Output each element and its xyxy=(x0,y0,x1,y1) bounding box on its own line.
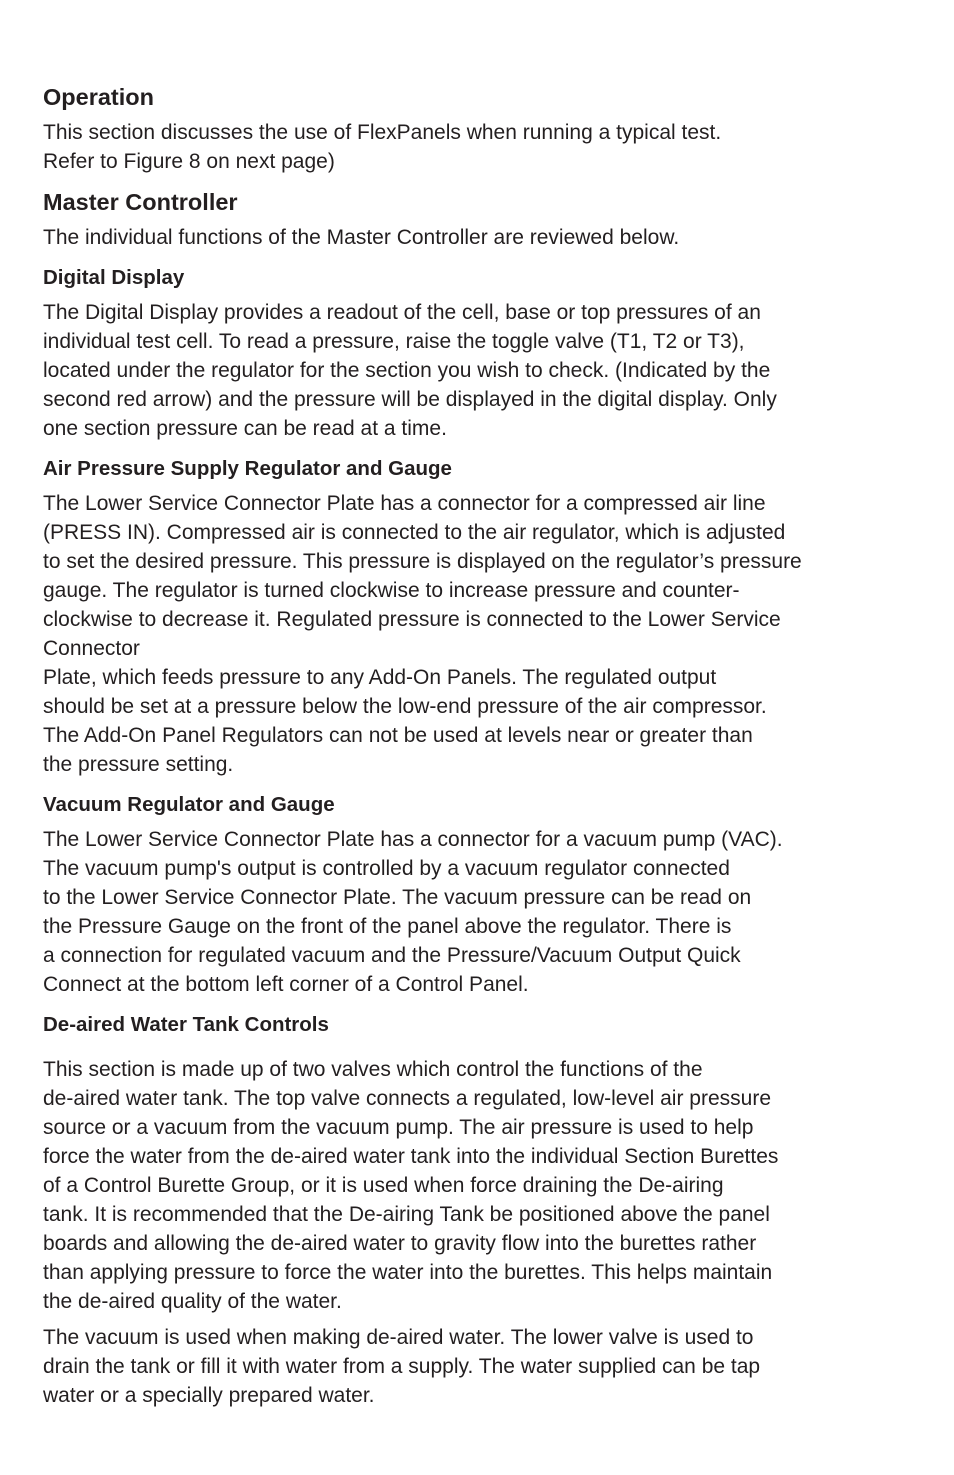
vacuum-paragraph: The Lower Service Connector Plate has a connector for a vacuum pump (VAC). The vacuum pump's output is controlled by a vacuum regulator connected to the Lower Service Connector Plate. The vacuum pressure can be read on the Pressure Gauge on the front of the panel above the regulator. There is a connection for regulated vacuum and the Pressure/Vacuum Output Quick Connect at the bottom left corner of a Control Panel. xyxy=(43,828,783,996)
deaired-heading: De-aired Water Tank Controls xyxy=(43,1013,329,1036)
deaired-paragraph-1: This section is made up of two valves which control the functions of the de-aired water tank. The top valve connects a regulated, low-level air pressure source or a vacuum from the vacuum pump. The air pressure is used to help force the water from the de-aired water tank into the individual Section Burettes of a Control Burette Group, or it is used when force draining the De-airing tank. It is recommended that the De-airing Tank be positioned above the panel boards and allowing the de-aired water to gravity flow into the burettes rather than applying pressure to force the water into the burettes. This helps maintain the de-aired quality of the water. xyxy=(43,1058,779,1313)
digital-display-heading: Digital Display xyxy=(43,266,185,289)
vacuum-heading: Vacuum Regulator and Gauge xyxy=(43,793,335,816)
digital-display-paragraph: The Digital Display provides a readout of the cell, base or top pressures of an individual test cell. To read a pressure, raise the toggle valve (T1, T2 or T3), located under the regulator for the section you wish to check. (Indicated by the second red arrow) and the pressure will be displayed in the digital display. Only one section pressure can be read at a time. xyxy=(43,301,777,440)
air-pressure-heading: Air Pressure Supply Regulator and Gauge xyxy=(43,457,452,480)
deaired-paragraph-2: The vacuum is used when making de-aired water. The lower valve is used to drain the tank or fill it with water from a supply. The water supplied can be tap water or a specially prepared water. xyxy=(43,1326,761,1407)
document-page xyxy=(43,82,923,1410)
air-pressure-paragraph: The Lower Service Connector Plate has a connector for a compressed air line (PRESS IN). Compressed air is connected to the air regulator, which is adjusted to set the desired pressure. This pressure is displayed on the regulator’s pressure gauge. The regulator is turned clockwise to increase pressure and counter- clockwise to decrease it. Regulated pressure is connected to the Lower Service Connector Plate, which feeds pressure to any Add-On Panels. The regulated output should be set at a pressure below the low-end pressure of the air compressor. The Add-On Panel Regulators can not be used at levels near or greater than the pressure setting. xyxy=(43,492,802,776)
operation-paragraph: This section discusses the use of FlexPanels when running a typical test. Refer to Figure 8 on next page) xyxy=(43,121,722,173)
operation-heading: Operation xyxy=(43,84,154,110)
master-controller-paragraph: The individual functions of the Master Controller are reviewed below. xyxy=(43,226,680,249)
master-controller-heading: Master Controller xyxy=(43,189,238,215)
